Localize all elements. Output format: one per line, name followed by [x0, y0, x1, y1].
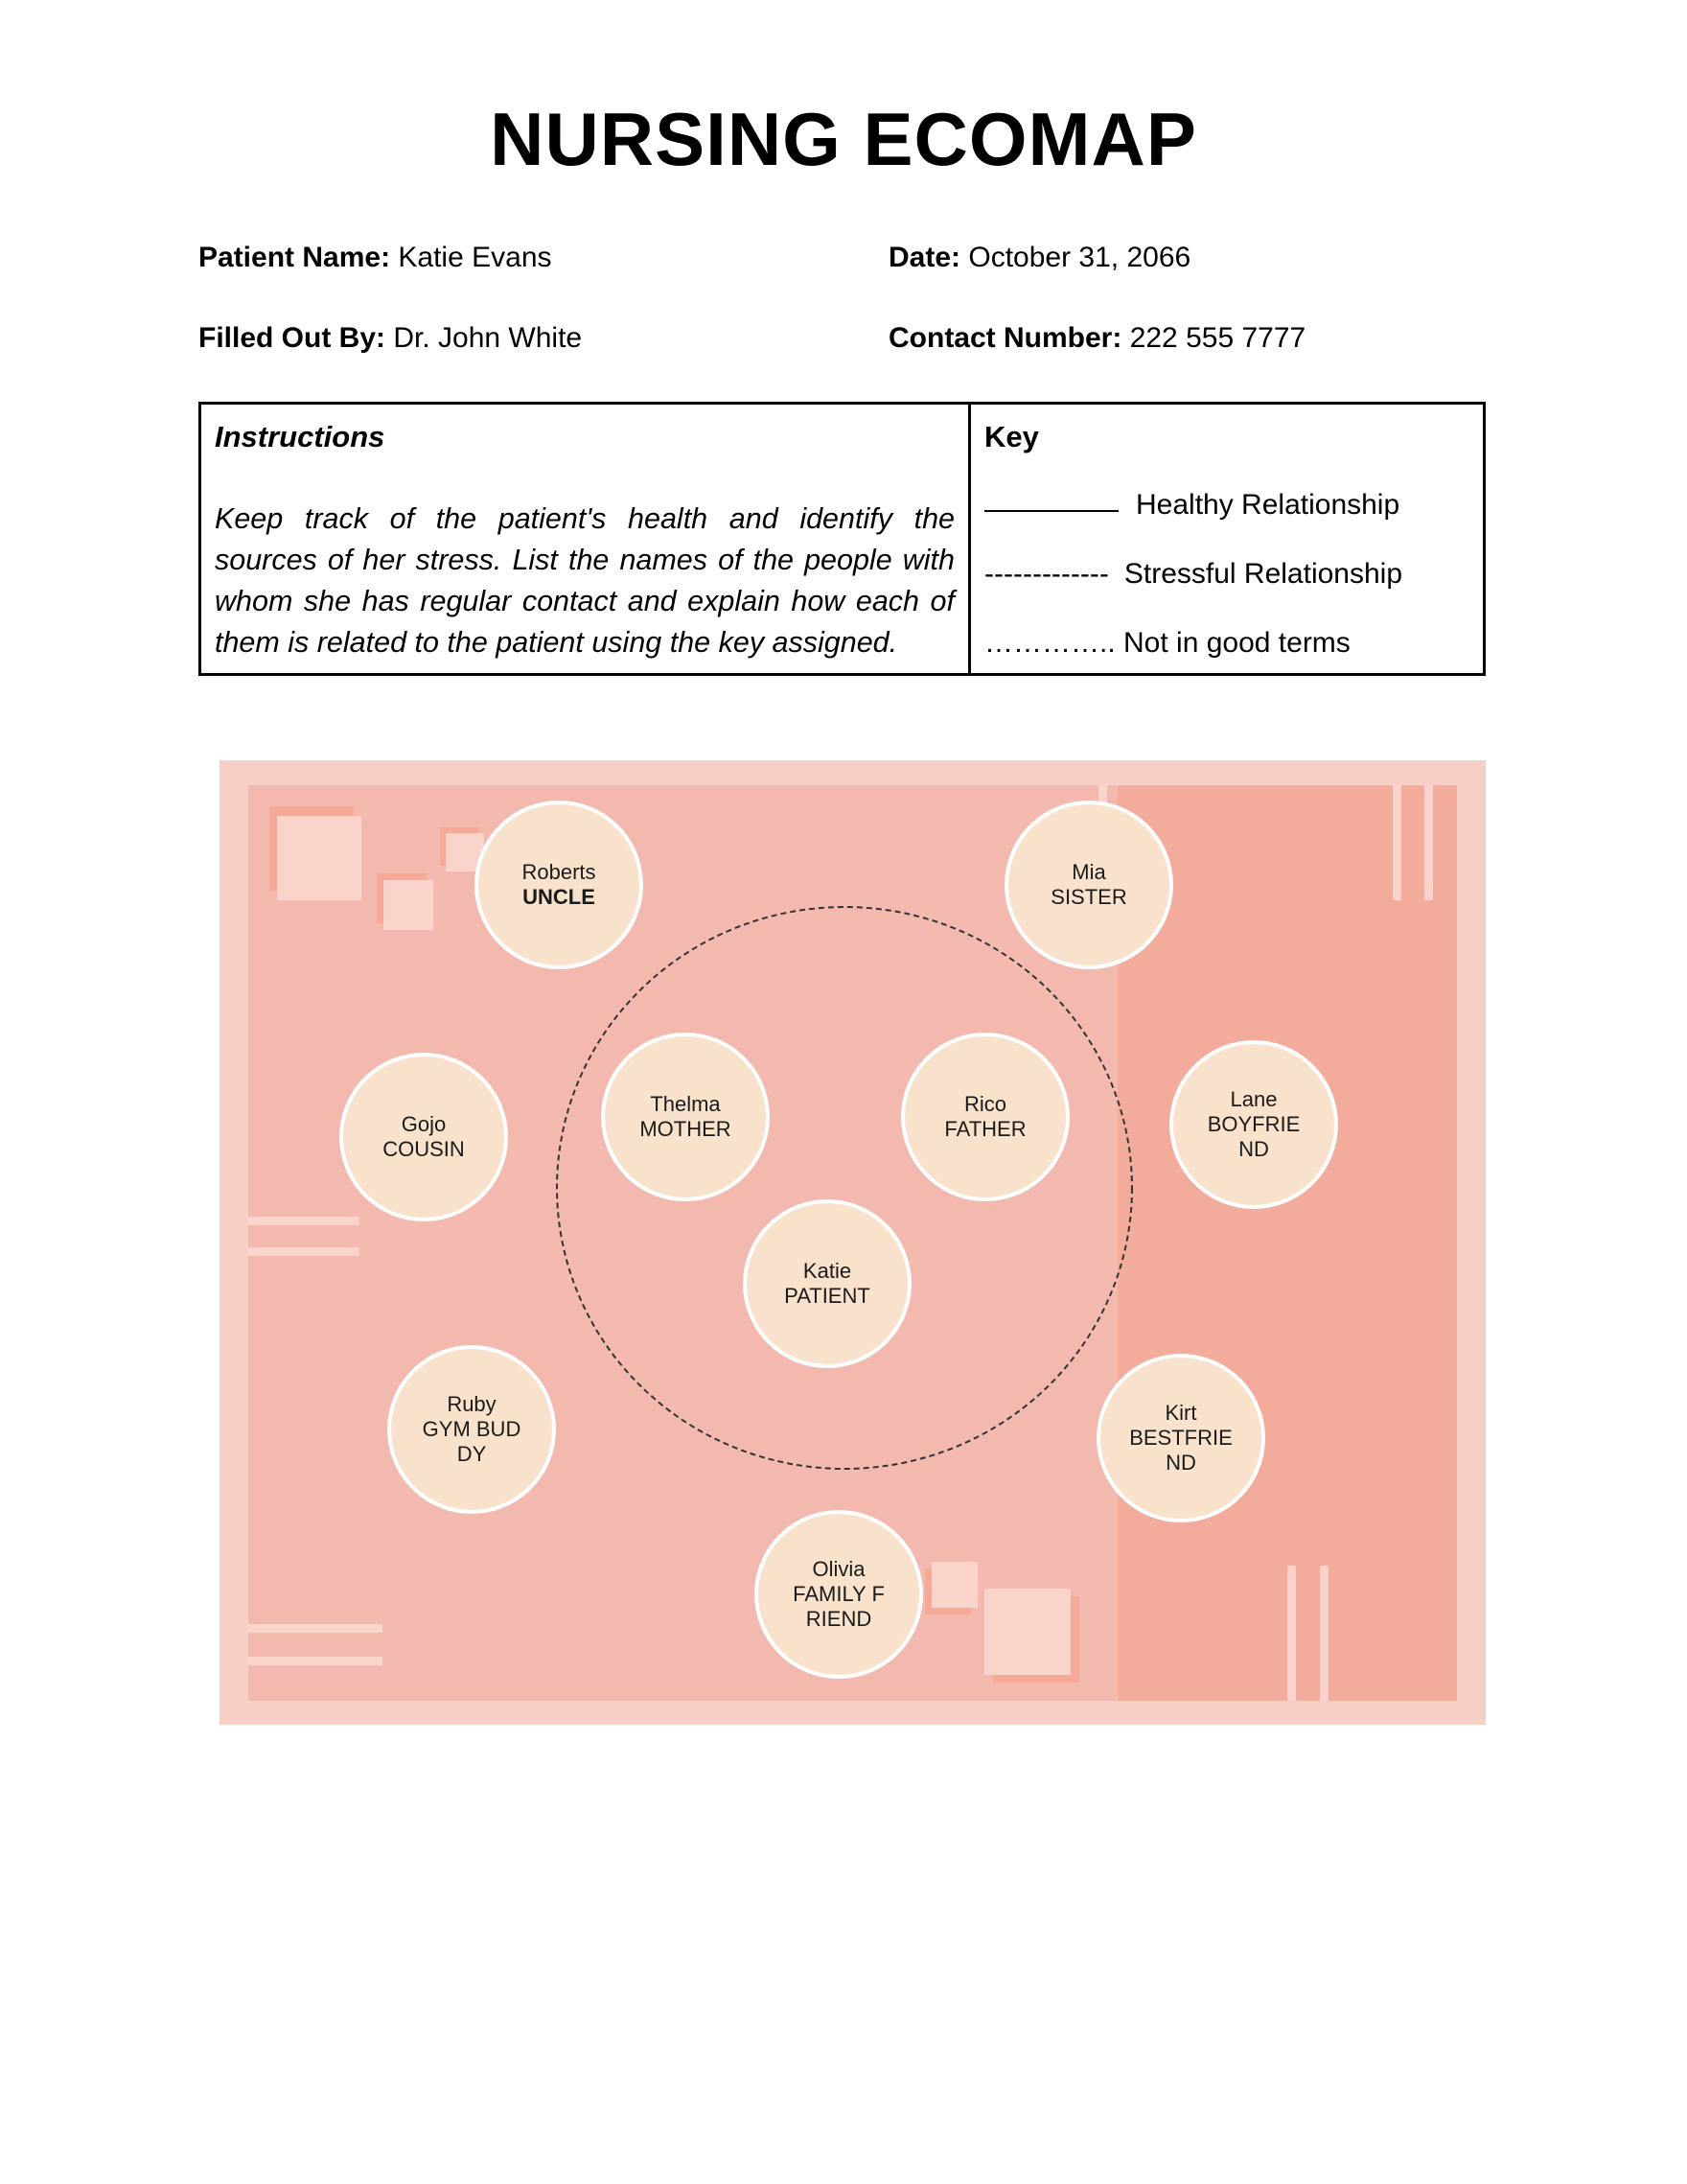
key-healthy-label: Healthy Relationship: [1136, 489, 1400, 521]
node-name: Katie: [802, 1259, 852, 1283]
contact-number-label: Contact Number:: [889, 322, 1122, 354]
deco-square: [383, 880, 433, 930]
solid-line-symbol: [984, 510, 1119, 512]
filled-out-by-value: Dr. John White: [393, 322, 583, 354]
node-lane-boyfriend: [1169, 1040, 1338, 1209]
node-gojo-cousin: [339, 1053, 508, 1221]
node-relation: GYM BUDDY: [422, 1417, 521, 1466]
node-rico-father: [901, 1033, 1070, 1201]
node-thelma-mother: [601, 1033, 770, 1201]
deco-bar: [248, 1657, 382, 1665]
deco-bar: [1320, 1566, 1329, 1701]
node-mia-sister: [1005, 801, 1173, 969]
right-panel: [1118, 785, 1457, 1701]
node-relation: FAMILY FRIEND: [793, 1582, 885, 1631]
deco-square: [277, 816, 361, 900]
node-name: Gojo: [401, 1112, 447, 1136]
node-katie-patient: [743, 1199, 912, 1368]
contact-number-field: [889, 322, 1306, 355]
node-roberts-uncle: [474, 801, 643, 969]
key-not-good-terms-label: Not in good terms: [1123, 627, 1351, 659]
contact-number-value: 222 555 7777: [1129, 322, 1306, 354]
instructions-cell: [200, 404, 970, 675]
node-relation: BESTFRIEND: [1129, 1426, 1233, 1475]
dashed-line-symbol: -------------: [984, 558, 1109, 590]
ecomap-diagram: [220, 760, 1486, 1725]
node-ruby-gym-buddy: [387, 1345, 556, 1514]
node-relation: MOTHER: [639, 1117, 731, 1141]
node-name: Mia: [1072, 860, 1106, 884]
patient-name-field: [198, 242, 552, 274]
key-not-good-terms: [984, 627, 1351, 660]
deco-bar: [248, 1624, 382, 1633]
node-kirt-bestfriend: [1097, 1354, 1265, 1522]
filled-out-by-field: [198, 322, 582, 355]
key-healthy: [984, 489, 1399, 522]
node-relation: COUSIN: [382, 1137, 465, 1161]
date-value: October 31, 2066: [968, 242, 1191, 273]
deco-square: [984, 1589, 1071, 1675]
deco-bar: [1287, 1566, 1296, 1701]
node-olivia-family-friend: [754, 1510, 923, 1679]
node-name: Ruby: [447, 1392, 497, 1416]
node-name: Roberts: [521, 860, 596, 884]
deco-bar: [1393, 785, 1401, 900]
node-name: Rico: [963, 1092, 1006, 1116]
node-relation: UNCLE: [522, 885, 595, 909]
key-stressful: [984, 558, 1402, 591]
node-relation: SISTER: [1051, 885, 1127, 909]
node-name: Olivia: [812, 1557, 866, 1581]
node-name: Lane: [1230, 1087, 1278, 1111]
node-relation: FATHER: [944, 1117, 1027, 1141]
instructions-key-table: [198, 402, 1486, 676]
node-relation: BOYFRIEND: [1207, 1112, 1301, 1161]
patient-name-value: Katie Evans: [398, 242, 552, 273]
date-label: Date:: [889, 242, 961, 273]
deco-square: [932, 1562, 978, 1608]
key-stressful-label: Stressful Relationship: [1123, 558, 1403, 590]
node-name: Kirt: [1165, 1401, 1197, 1425]
node-name: Thelma: [650, 1092, 721, 1116]
deco-bar: [248, 1247, 359, 1256]
instructions-heading: Instructions: [215, 420, 385, 453]
key-cell: [970, 404, 1485, 675]
key-heading: Key: [984, 420, 1039, 453]
dotted-line-symbol: …………..: [984, 627, 1116, 659]
patient-name-label: Patient Name:: [198, 242, 391, 273]
date-field: [889, 242, 1190, 274]
filled-out-by-label: Filled Out By:: [198, 322, 385, 354]
deco-bar: [248, 1217, 359, 1225]
page-title: NURSING ECOMAP: [490, 97, 1197, 181]
node-relation: PATIENT: [784, 1284, 870, 1308]
deco-bar: [1424, 785, 1433, 900]
instructions-text: Keep track of the patient's health and identify the sources of her stress. List the names of the people with whom she has regular contact and explain how each of them is related to the patient using the key assigned.: [215, 502, 955, 659]
